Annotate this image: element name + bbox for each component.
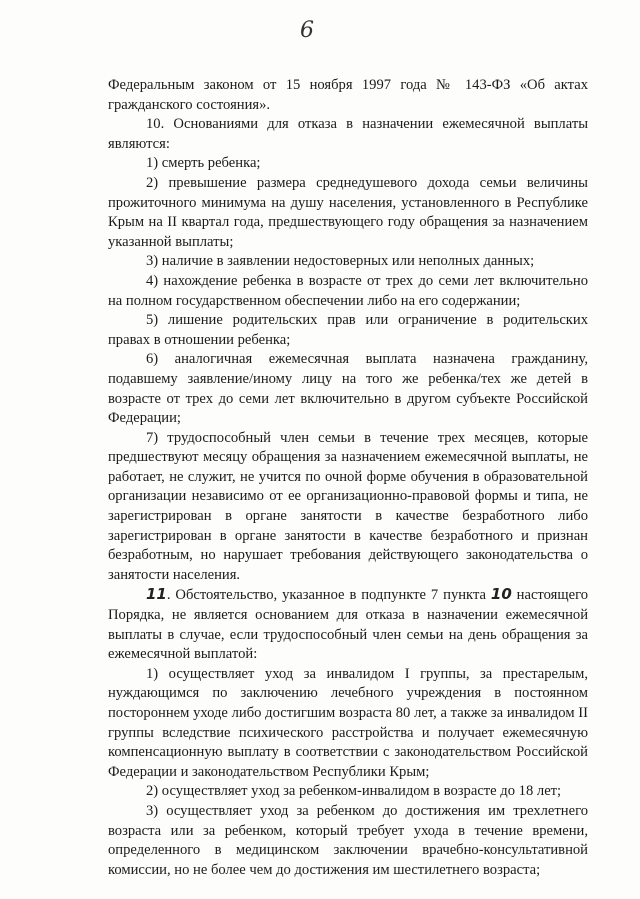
paragraphs-clause-11-items [108,665,588,881]
paragraph: 1) осуществляет уход за инвалидом I группы, за престарелым, нуждающимся по заключению лечебного учреждения в постоянном постороннем уходе либо достигшим возраста 80 лет, а также за инвалидом II группы вследствие психического расстройства и получает ежемесячную компенсационную выплату в соответствии с законодательством Российской Федерации и законодательством Республики Крым; [108,665,588,780]
paragraph: 3) наличие в заявлении недостоверных или неполных данных; [146,253,535,270]
page-number-handwritten: 6 [300,18,314,43]
paragraph: 1) смерть ребенка; [146,155,261,172]
paragraph: 3) осуществляет уход за ребенком до достижения им трехлетнего возраста или за ребенком, который требует ухода в течение времени, определенного в медицинском заключении врачебно-консультативной комиссии, но не более чем до достижения им шестилетнего возраста; [108,802,588,878]
clause-number-handwritten: 11 [146,585,167,604]
paragraph: 10. Основаниями для отказа в назначении ежемесячной выплаты являются: [108,116,588,152]
clause-11-text-part1: . Обстоятельство, указанное в подпункте 7 пункта [166,587,491,604]
paragraph: 2) осуществляет уход за ребенком-инвалидом в возрасте до 18 лет; [146,783,562,800]
paragraphs-before-clause-11 [108,76,588,585]
paragraph: 7) трудоспособный член семьи в течение трех месяцев, которые предшествуют месяцу обращения за назначением ежемесячной выплаты, не работает, не служит, не учится по очной форме обучения в образовательной организации независимо от ее организационно-правовой формы и типа, не зарегистрирован в органе занятости в качестве безработного либо зарегистрирован в органе занятости в качестве безработного и признан безработным, но нарушает требования действующего законодательства о занятости населения. [108,429,588,583]
paragraph: 4) нахождение ребенка в возрасте от трех до семи лет включительно на полном государственном обеспечении либо на его содержании; [108,272,588,309]
clause-11-text-part2: настоящего Порядка, не является основанием для отказа в назначении ежемесячной выплаты в случае, если трудоспособный член семьи на день обращения за ежемесячной выплатой: [108,587,588,663]
paragraph: 2) превышение размера среднедушевого дохода семьи величины прожиточного минимума на душу населения, установленного в Республике Крым на II квартал года, предшествующего году обращения за назначением указанной выплаты; [108,174,588,250]
document-body [108,76,588,880]
clause-reference-handwritten: 10 [490,585,512,604]
paragraph: 6) аналогичная ежемесячная выплата назначена гражданину, подавшему заявление/иному лицу на того же ребенка/тех же детей в возрасте от трех до семи лет включительно в другом субъекте Российской Федерации; [108,351,588,427]
paragraph: Федеральным законом от 15 ноября 1997 года № 143-ФЗ «Об актах гражданского состояния». [108,77,588,113]
clause-11-intro [108,585,588,664]
paragraph: 5) лишение родительских прав или ограничение в родительских правах в отношении ребенка; [108,312,588,348]
